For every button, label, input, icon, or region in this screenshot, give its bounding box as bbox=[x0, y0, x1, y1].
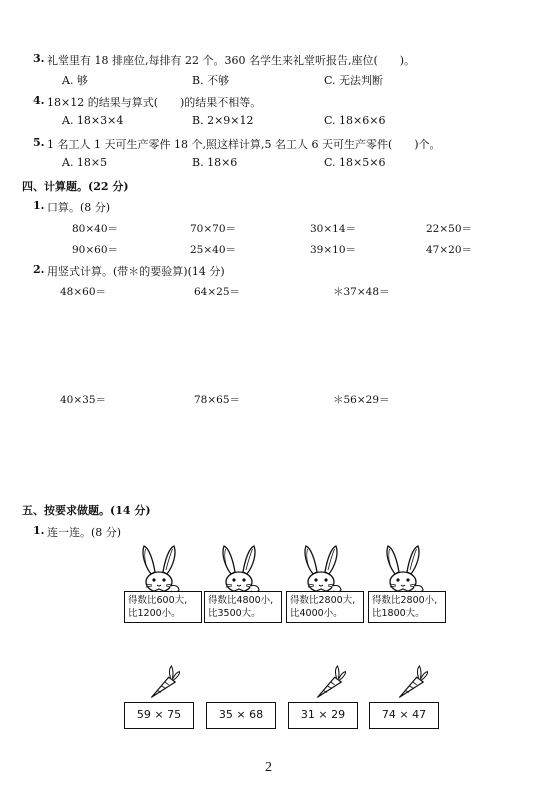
s4-p1-heading: 口算。(8 分) bbox=[47, 201, 111, 214]
vertical-calc-item: ＊56×29＝ bbox=[333, 394, 390, 406]
q3-option-c: C. 无法判断 bbox=[324, 74, 384, 87]
condition-line: 比1800大。 bbox=[372, 608, 425, 619]
condition-line: 比4000小。 bbox=[290, 608, 343, 619]
q5-text: 1 名工人 1 天可生产零件 18 个,照这样计算,5 名工人 6 天可生产零件( )个。 bbox=[47, 138, 441, 151]
s4-p1-number: 1. bbox=[33, 199, 45, 212]
oral-calc-item: 39×10＝ bbox=[310, 244, 357, 256]
q4-option-c: C. 18×6×6 bbox=[324, 114, 386, 127]
rabbit-condition-card[interactable] bbox=[368, 591, 446, 623]
oral-calc-item: 47×20＝ bbox=[426, 244, 473, 256]
q5-option-b: B. 18×6 bbox=[192, 156, 238, 169]
section4-title: 四、计算题。(22 分) bbox=[22, 180, 129, 193]
oral-calc-item: 30×14＝ bbox=[310, 223, 357, 235]
oral-calc-item: 25×40＝ bbox=[190, 244, 237, 256]
oral-calc-item: 70×70＝ bbox=[190, 223, 237, 235]
rabbit-condition-card[interactable] bbox=[204, 591, 282, 623]
q4-text: 18×12 的结果与算式( )的结果不相等。 bbox=[47, 96, 262, 109]
q3-option-b: B. 不够 bbox=[192, 74, 230, 87]
vertical-calc-item: 48×60＝ bbox=[60, 286, 107, 298]
vertical-calc-item: 78×65＝ bbox=[194, 394, 241, 406]
vertical-calc-item: ＊37×48＝ bbox=[333, 286, 390, 298]
condition-line: 比1200小。 bbox=[128, 608, 181, 619]
expression-card[interactable]: 59 × 75 bbox=[124, 702, 194, 729]
q3-option-a: A. 够 bbox=[62, 74, 88, 87]
carrot-icon bbox=[312, 664, 346, 700]
oral-calc-item: 22×50＝ bbox=[426, 223, 473, 235]
q4-number: 4. bbox=[33, 94, 45, 107]
rabbit-condition-card[interactable] bbox=[286, 591, 364, 623]
q5-number: 5. bbox=[33, 136, 45, 149]
expression-card[interactable]: 31 × 29 bbox=[288, 702, 358, 729]
carrot-icon bbox=[146, 664, 180, 700]
q4-option-a: A. 18×3×4 bbox=[62, 114, 124, 127]
oral-calc-item: 80×40＝ bbox=[72, 223, 119, 235]
vertical-calc-item: 64×25＝ bbox=[194, 286, 241, 298]
s4-p2-number: 2. bbox=[33, 263, 45, 276]
condition-line: 得数比600大, bbox=[128, 595, 188, 606]
s5-p1-number: 1. bbox=[33, 524, 45, 537]
q3-text: 礼堂里有 18 排座位,每排有 22 个。360 名学生来礼堂听报告,座位( )。 bbox=[47, 54, 416, 67]
q4-option-b: B. 2×9×12 bbox=[192, 114, 254, 127]
carrot-icon bbox=[394, 664, 428, 700]
q5-option-a: A. 18×5 bbox=[62, 156, 108, 169]
condition-line: 得数比2800大, bbox=[290, 595, 356, 606]
vertical-calc-item: 40×35＝ bbox=[60, 394, 107, 406]
condition-line: 得数比2800小, bbox=[372, 595, 438, 606]
page-number: 2 bbox=[265, 760, 272, 775]
rabbit-condition-card[interactable] bbox=[124, 591, 202, 623]
condition-line: 得数比4800小, bbox=[208, 595, 274, 606]
rabbit-icon bbox=[288, 544, 354, 594]
q5-option-c: C. 18×5×6 bbox=[324, 156, 386, 169]
expression-card[interactable]: 74 × 47 bbox=[369, 702, 439, 729]
s4-p2-heading: 用竖式计算。(带＊的要验算)(14 分) bbox=[47, 265, 225, 278]
section5-title: 五、按要求做题。(14 分) bbox=[22, 504, 151, 517]
oral-calc-item: 90×60＝ bbox=[72, 244, 119, 256]
expression-card[interactable]: 35 × 68 bbox=[206, 702, 276, 729]
condition-line: 比3500大。 bbox=[208, 608, 261, 619]
rabbit-icon bbox=[206, 544, 272, 594]
rabbit-icon bbox=[370, 544, 436, 594]
rabbit-icon bbox=[126, 544, 192, 594]
s5-p1-heading: 连一连。(8 分) bbox=[47, 526, 122, 539]
q3-number: 3. bbox=[33, 52, 45, 65]
